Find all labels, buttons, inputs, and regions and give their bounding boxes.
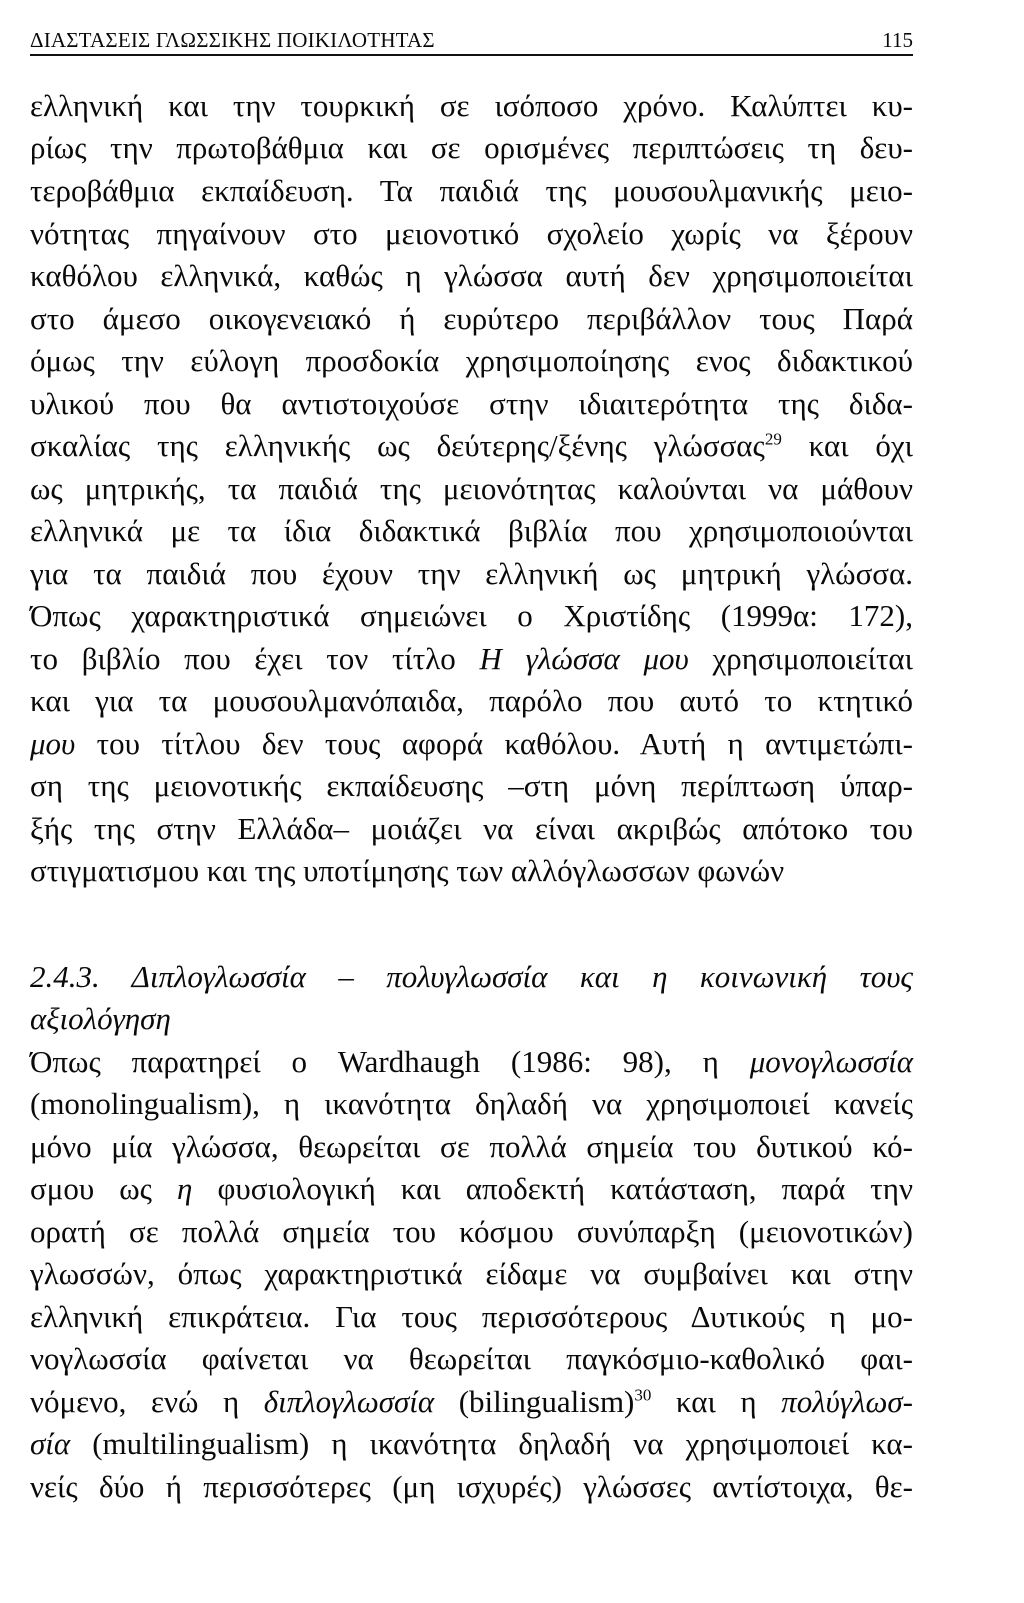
text-line: υλικού που θα αντιστοιχούσε στην ιδιαιτερότητα της διδα- — [30, 386, 913, 421]
text-line: το βιβλίο που έχει τον τίτλο Η γλώσσα μου χρησιμοποιείται — [30, 641, 913, 676]
text-line: ρίως την πρωτοβάθμια και σε ορισμένες περιπτώσεις τη δευ- — [30, 130, 913, 165]
text-line: (monolingualism), η ικανότητα δηλαδή να χρησιμοποιεί κανείς — [30, 1086, 913, 1121]
text-line: σκαλίας της ελληνικής ως δεύτερης/ξένης γλώσσας$^{29}$ και όχι — [30, 428, 913, 463]
book-title: Η γλώσσα μου — [479, 641, 689, 676]
running-header — [30, 24, 913, 56]
text-line: ως μητρικής, τα παιδιά της μειονότητας καλούνται να μάθουν — [30, 471, 913, 506]
text-line: μου του τίτλου δεν τους αφορά καθόλου. Αυτή η αντιμετώπι- — [30, 726, 913, 761]
text-line: στιγματισμου και της υποτίμησης των αλλόγλωσσων φωνών — [30, 853, 785, 888]
text-line: ξής της στην Ελλάδα– μοιάζει να είναι ακριβώς απότοκο του — [30, 811, 913, 846]
page-number: 115 — [882, 28, 913, 52]
text-line: ορατή σε πολλά σημεία του κόσμου συνύπαρξη (μειονοτικών) — [30, 1214, 913, 1249]
text-line: για τα παιδιά που έχουν την ελληνική ως μητρική γλώσσα. — [30, 556, 913, 591]
text-line: νότητας πηγαίνουν στο μειονοτικό σχολείο χωρίς να ξέρουν — [30, 216, 913, 251]
text-line: ελληνική επικράτεια. Για τους περισσότερους Δυτικούς η μο- — [30, 1299, 913, 1334]
section-heading-cont: αξιολόγηση — [30, 1001, 171, 1036]
text-line: νείς δύο ή περισσότερες (μη ισχυρές) γλώσσες αντίστοιχα, θε- — [30, 1469, 913, 1504]
text-line: μόνο μία γλώσσα, θεωρείται σε πολλά σημεία του δυτικού κό- — [30, 1129, 913, 1164]
text-line: καθόλου ελληνικά, καθώς η γλώσσα αυτή δεν χρησιμοποιείται — [30, 258, 913, 293]
text-line: όμως την εύλογη προσδοκία χρησιμοποίησης ενος διδακτικού — [30, 343, 913, 378]
footnote-ref-29: 29 — [764, 429, 782, 449]
text-line: Όπως χαρακτηριστικά σημειώνει ο Χριστίδης (1999α: 172), — [30, 598, 913, 633]
text-line: ση της μειονοτικής εκπαίδευσης –στη μόνη περίπτωση ύπαρ- — [30, 768, 913, 803]
text-line: στο άμεσο οικογενειακό ή ευρύτερο περιβάλλον τους Παρά — [30, 301, 913, 336]
section-heading: 2.4.3. Διπλογλωσσία – πολυγλωσσία και η κοινωνική τους — [30, 959, 913, 994]
text-line: τεροβάθμια εκπαίδευση. Τα παιδιά της μουσουλμανικής μειο- — [30, 173, 913, 208]
text-line: σία (multilingualism) η ικανότητα δηλαδή να χρησιμοποιεί κα- — [30, 1426, 913, 1461]
text-line: ελληνική και την τουρκική σε ισόποσο χρόνο. Καλύπτει κυ- — [30, 88, 913, 123]
text-line: νογλωσσία φαίνεται να θεωρείται παγκόσμιο-καθολικό φαι- — [30, 1341, 913, 1376]
text-line: σμου ως η φυσιολογική και αποδεκτή κατάσταση, παρά την — [30, 1171, 913, 1206]
text-line: και για τα μουσουλμανόπαιδα, παρόλο που αυτό το κτητικό — [30, 683, 913, 718]
running-title: ΔΙΑΣΤΑΣΕΙΣ ΓΛΩΣΣΙΚΗΣ ΠΟΙΚΙΛΟΤΗΤΑΣ — [30, 28, 435, 52]
text-line: νόμενο, ενώ η διπλογλωσσία (bilingualism)$^{30}$ και η πολύγλωσ- — [30, 1384, 913, 1419]
footnote-ref-30: 30 — [634, 1385, 652, 1405]
text-line: ελληνικά με τα ίδια διδακτικά βιβλία που χρησιμοποιούνται — [30, 513, 913, 548]
text-line: γλωσσών, όπως χαρακτηριστικά είδαμε να συμβαίνει και στην — [30, 1256, 913, 1291]
text-line: Όπως παρατηρεί ο Wardhaugh (1986: 98), η μονογλωσσία — [30, 1044, 913, 1079]
